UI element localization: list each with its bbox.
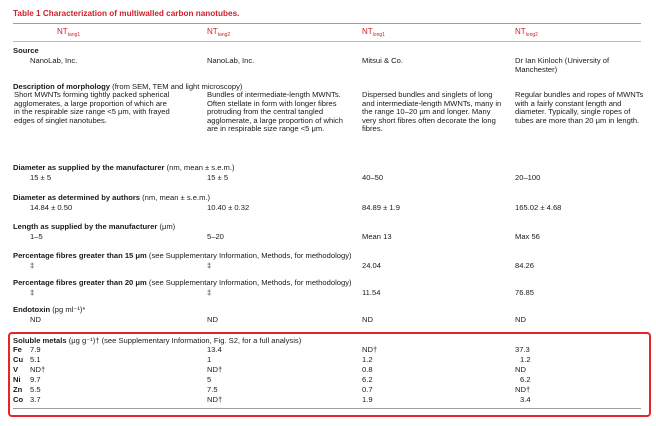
metal-value: 1	[207, 355, 212, 364]
diameter-authors-title: Diameter as determined by authors (nm, mean ± s.e.m.)	[13, 193, 211, 202]
metal-element-label: Co	[13, 395, 24, 404]
source-section-title: Source	[13, 46, 39, 55]
metal-element-label: V	[13, 365, 19, 374]
endotoxin-value: ND	[207, 315, 218, 324]
pct20-value: 76.85	[515, 288, 535, 297]
highlight-box	[8, 332, 651, 417]
pct15-value: 24.04	[362, 261, 382, 270]
metal-element-label: Zn	[13, 385, 23, 394]
metal-value: 9.7	[30, 375, 41, 384]
morphology-section-title: Description of morphology (from SEM, TEM and light microscopy)	[13, 82, 243, 91]
metal-value: ND†	[207, 365, 223, 374]
metal-value: 5	[207, 375, 212, 384]
length-manufacturer-title: Length as supplied by the manufacturer (μm)	[13, 222, 176, 231]
top-rule	[13, 23, 641, 24]
length-value: 5–20	[207, 232, 224, 241]
metal-value: ND†	[515, 385, 531, 394]
pct20-title: Percentage fibres greater than 20 μm (see Supplementary Information, Methods, for methodology)	[13, 278, 352, 287]
diameter-manufacturer-value: 40–50	[362, 173, 384, 182]
metal-value: 7.9	[30, 345, 41, 354]
metal-value: ND†	[362, 345, 378, 354]
metal-element-label: Ni	[13, 375, 21, 384]
pct20-value: ‡	[30, 288, 35, 297]
pct15-value: 84.26	[515, 261, 535, 270]
pct20-value: 11.54	[362, 288, 381, 297]
metal-value: 7.5	[207, 385, 218, 394]
length-value: 1–5	[30, 232, 43, 241]
metal-value: ND†	[30, 365, 46, 374]
metal-value: 1.2	[520, 355, 531, 364]
metal-value: 6.2	[520, 375, 531, 384]
diameter-authors-value: 165.02 ± 4.68	[515, 203, 562, 212]
morphology-value: Bundles of intermediate-length MWNTs. Often stellate in form with longer fibres protruding from the central tangled agglomerate, a large proportion of which are in respirable size range <5 μm.	[207, 90, 343, 134]
metal-value: 0.8	[362, 365, 373, 374]
pct20-value: ‡	[207, 288, 212, 297]
metal-value: ND	[515, 365, 526, 374]
metal-value: 5.1	[30, 355, 41, 364]
diameter-authors-value: 14.84 ± 0.50	[30, 203, 73, 212]
soluble-metals-title: Soluble metals (μg g⁻¹)† (see Supplementary Information, Fig. S2, for a full analysis)	[13, 336, 302, 345]
column-header-nt-tang2: $NT_{tang2}$	[207, 27, 231, 38]
metal-value: 13.4	[207, 345, 222, 354]
column-header-nt-tang1: $NT_{tang1}$	[57, 27, 81, 38]
morphology-value: Short MWNTs forming tightly packed spherical agglomerates, a large proportion of which are in the respirable size range <5 μm, with frayed edges of singlet nanotubes.	[14, 90, 170, 125]
header-rule	[13, 41, 641, 42]
diameter-authors-value: 10.40 ± 0.32	[207, 203, 250, 212]
morphology-value: Dispersed bundles and singlets of long and intermediate-length MWNTs, many in the range 10–20 μm and longer. Many very short fibres often decorate the long fibres.	[362, 90, 502, 134]
metal-value: 1.2	[362, 355, 373, 364]
length-value: Mean 13	[362, 232, 392, 241]
morphology-value: Regular bundles and ropes of MWNTs with a fairly constant length and diameter. Typically, single ropes of tubes are more than 20 μm in length.	[515, 90, 644, 125]
source-value: Mitsui & Co.	[362, 56, 403, 65]
endotoxin-value: ND	[515, 315, 526, 324]
endotoxin-value: ND	[362, 315, 373, 324]
metal-element-label: Fe	[13, 345, 22, 354]
diameter-manufacturer-title: Diameter as supplied by the manufacturer (nm, mean ± s.e.m.)	[13, 163, 235, 172]
metal-value: 3.4	[520, 395, 531, 404]
source-value: Dr Ian Kinloch (University of Manchester)	[515, 56, 610, 74]
source-value: NanoLab, Inc.	[30, 56, 78, 65]
metal-value: ND†	[207, 395, 223, 404]
pct15-value: ‡	[207, 261, 212, 270]
column-header-nt-long2: $NT_{long2}$	[515, 27, 538, 38]
table-caption: Table 1 Characterization of multiwalled carbon nanotubes.	[13, 9, 240, 18]
source-value: NanoLab, Inc.	[207, 56, 255, 65]
metal-value: 5.5	[30, 385, 41, 394]
metal-value: 37.3	[515, 345, 530, 354]
metal-element-label: Cu	[13, 355, 24, 364]
diameter-manufacturer-value: 20–100	[515, 173, 541, 182]
diameter-manufacturer-value: 15 ± 5	[30, 173, 52, 182]
column-header-nt-long1: $NT_{long1}$	[362, 27, 385, 38]
pct15-title: Percentage fibres greater than 15 μm (see Supplementary Information, Methods, for methodology)	[13, 251, 352, 260]
diameter-manufacturer-value: 15 ± 5	[207, 173, 229, 182]
endotoxin-title: Endotoxin (pg ml⁻¹)*	[13, 305, 86, 314]
metal-value: 3.7	[30, 395, 41, 404]
metal-value: 0.7	[362, 385, 373, 394]
metal-value: 6.2	[362, 375, 373, 384]
diameter-authors-value: 84.89 ± 1.9	[362, 203, 400, 212]
pct15-value: ‡	[30, 261, 35, 270]
endotoxin-value: ND	[30, 315, 41, 324]
length-value: Max 56	[515, 232, 540, 241]
metal-value: 1.9	[362, 395, 373, 404]
